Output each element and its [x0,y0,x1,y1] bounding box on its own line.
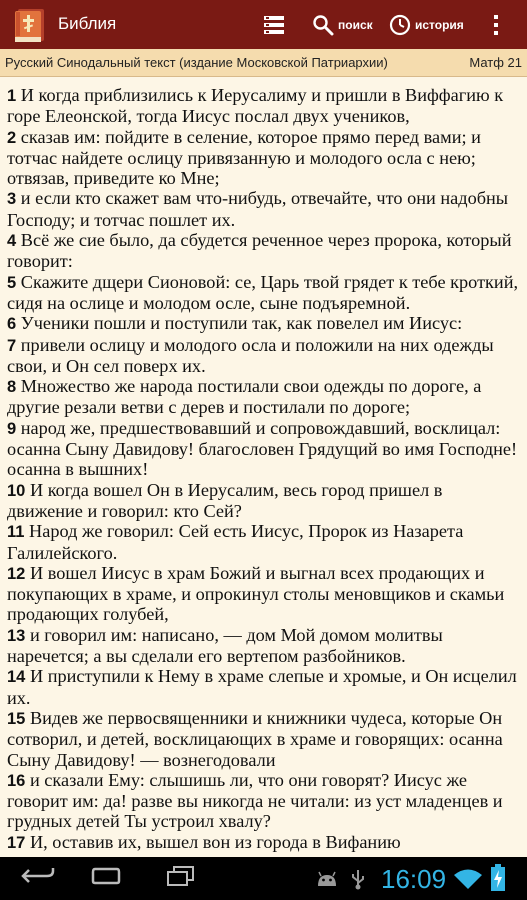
verse[interactable] [7,230,522,272]
verse-text: И приступили к Нему в храме слепые и хромые, и Он исцелил их. [7,666,517,708]
verse-number: 5 [7,273,17,292]
verse[interactable] [7,563,522,625]
battery-icon [490,864,506,897]
chapter-text-area[interactable] [0,77,527,857]
verse[interactable] [7,480,522,522]
bookmarks-button[interactable] [263,0,285,49]
verse-text: Множество же народа постилали свои одежды по дороге, а другие резали ветви с дерев и постилали по дороге; [7,376,482,418]
clock-icon [389,14,411,36]
verse-number: 1 [7,87,17,105]
verse-number: 8 [7,378,17,397]
verse[interactable] [7,832,522,853]
verse-text: И когда вошел Он в Иерусалим, весь город пришел в движение и говорил: кто Сей? [7,479,443,521]
recent-apps-icon [165,865,195,892]
verse-text: сказав им: пойдите в селение, которое прямо перед вами; и тотчас найдете ослицу привязанную и молодого осла с нею; отвязав, приведите ко Мне; [7,126,481,189]
verse[interactable] [7,188,522,230]
search-icon [312,14,334,36]
verse[interactable] [7,313,522,334]
verse[interactable] [7,272,522,314]
verse-number: 11 [7,523,25,542]
verse[interactable] [7,418,522,480]
overflow-menu-button[interactable] [492,0,500,49]
verse-text: и если кто скажет вам что-нибудь, отвечайте, что они надобны Господу; и тотчас пошлет их. [7,188,509,230]
verse-text: Всё же сие было, да сбудется реченное через пророка, который говорит: [7,230,512,272]
overflow-menu-icon [492,14,500,36]
verse-number: 2 [7,128,17,147]
history-label: история [415,17,464,32]
verse[interactable] [7,127,522,189]
verse-text: Видев же первосвященники и книжники чудеса, которые Он сотворил, и детей, восклицающих в храме и говорящих: осанна Сыну Давидову! — вознегодовали [7,707,503,770]
verse-text: И, оставив их, вышел вон из города в Вифанию [29,831,401,852]
home-button[interactable] [86,857,126,900]
verse[interactable] [7,666,522,708]
translation-name[interactable]: Русский Синодальный текст (издание Московской Патриархии) [5,55,388,70]
list-icon [263,15,285,35]
system-navigation-bar [0,857,527,900]
verse[interactable] [7,335,522,377]
verse-number: 7 [7,336,17,355]
verse-number: 3 [7,190,17,209]
home-icon [89,867,123,890]
back-arrow-icon [21,866,55,891]
verse-list [0,77,527,853]
verse-text: И вошел Иисус в храм Божий и выгнал всех продающих и покупающих в храме, и опрокинул столы меновщиков и скамьи продающих голубей, [7,562,505,625]
verse-number: 17 [7,833,26,852]
verse[interactable] [7,708,522,770]
app-title: Библия [58,14,117,33]
verse-number: 12 [7,564,26,583]
verse[interactable] [7,85,522,127]
verse-text: Ученики пошли и поступили так, как повелел им Иисус: [20,313,463,334]
verse-text: и сказали Ему: слышишь ли, что они говорят? Иисус же говорит им: да! разве вы никогда не читали: из уст младенцев и грудных детей Ты устроил хвалу? [7,769,503,832]
verse-number: 9 [7,419,17,438]
search-button[interactable] [312,0,373,49]
bible-book-icon[interactable] [12,6,48,44]
wifi-icon [454,868,482,895]
verse-text: народ же, предшествовавший и сопровождавший, восклицал: осанна Сыну Давидову! благословен Грядущий во имя Господне! осанна в вышних! [7,417,518,480]
verse-number: 10 [7,481,26,500]
status-clock: 16:09 [381,864,447,894]
verse-number: 4 [7,232,17,251]
verse-text: И когда приблизились к Иерусалиму и пришли в Виффагию к горе Елеонской, тогда Иисус послал двух учеников, [7,85,504,127]
back-button[interactable] [18,857,58,900]
translation-bar[interactable] [0,49,527,77]
verse[interactable] [7,376,522,418]
verse-number: 13 [7,626,26,645]
verse-number: 14 [7,668,26,687]
verse[interactable] [7,521,522,563]
verse-number: 16 [7,771,26,790]
usb-icon [351,868,365,895]
history-button[interactable] [389,0,464,49]
verse-number: 6 [7,315,17,334]
verse-text: Скажите дщери Сионовой: се, Царь твой грядет к тебе кроткий, сидя на ослице и молодом осле, сыне подъяремной. [7,271,519,313]
verse-text: и говорил им: написано, — дом Мой домом молитвы наречется; а вы сделали его вертепом разбойников. [7,624,443,667]
verse-text: привели ослицу и молодого осла и положили на них одежды свои, и Он сел поверх их. [7,334,494,376]
action-bar [0,0,527,49]
verse[interactable] [7,625,522,667]
verse-number: 15 [7,709,26,728]
recent-apps-button[interactable] [160,857,200,900]
android-debug-icon [315,870,339,893]
verse-text: Народ же говорил: Сей есть Иисус, Пророк из Назарета Галилейского. [7,521,464,563]
search-label: поиск [338,17,373,32]
verse[interactable] [7,770,522,832]
chapter-reference[interactable]: Матф 21 [469,55,522,70]
